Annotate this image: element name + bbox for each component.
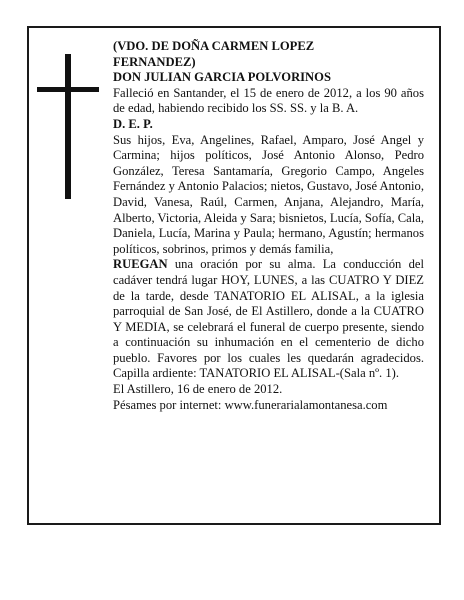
widow-line-2: FERNANDEZ) bbox=[113, 54, 196, 69]
request-keyword: RUEGAN bbox=[113, 257, 168, 272]
rip-line: D. E. P. bbox=[113, 116, 153, 131]
place-date: El Astillero, 16 de enero de 2012. bbox=[113, 382, 283, 397]
notice-text bbox=[113, 39, 424, 413]
widow-line-1: (VDO. DE DOÑA CARMEN LOPEZ bbox=[113, 39, 315, 53]
cross-horizontal-bar bbox=[37, 87, 99, 92]
family-list: Sus hijos, Eva, Angelines, Rafael, Amparo, José Angel y Carmina; hijos políticos, José Antonio Alonso, Pedro González, Teresa Santamaría, Gregorio Campo, Angeles Fernández y Antonio Palacios; nietos, Gustavo, José Antonio, David, Vanesa, Raúl, Carmen, Anjana, Alejandro, María, Alberto, Victoria, Aleida y Sara; bisnietos, Lucía, Sofía, Cala, Daniela, Lucía, Marina y Paula; hermano, Agustín; hermanos políticos, sobrinos, primos y demás familia, bbox=[113, 132, 424, 256]
cross-icon bbox=[37, 54, 99, 199]
deceased-name: DON JULIAN GARCIA POLVORINOS bbox=[113, 70, 331, 85]
cross-vertical-bar bbox=[65, 54, 71, 199]
death-statement: Falleció en Santander, el 15 de enero de 2012, a los 90 años de edad, habiendo recibido los SS. SS. y la B. A. bbox=[113, 85, 424, 116]
condolences-line: Pésames por internet: www.funerarialamontanesa.com bbox=[113, 397, 388, 412]
request-paragraph bbox=[113, 257, 424, 382]
request-text: una oración por su alma. La conducción del cadáver tendrá lugar HOY, LUNES, a las CUATRO Y DIEZ de la tarde, desde TANATORIO EL ALISAL, a la iglesia parroquial de San José, de El Astillero, donde a la CUATRO Y MEDIA, se celebrará el funeral de cuerpo presente, siendo a continuación su inhumación en el cementerio de dicho pueblo. Favores por los cuales les quedarán agradecidos. Capilla ardiente: TANATORIO EL ALISAL-(Sala nº. 1). bbox=[113, 257, 424, 381]
